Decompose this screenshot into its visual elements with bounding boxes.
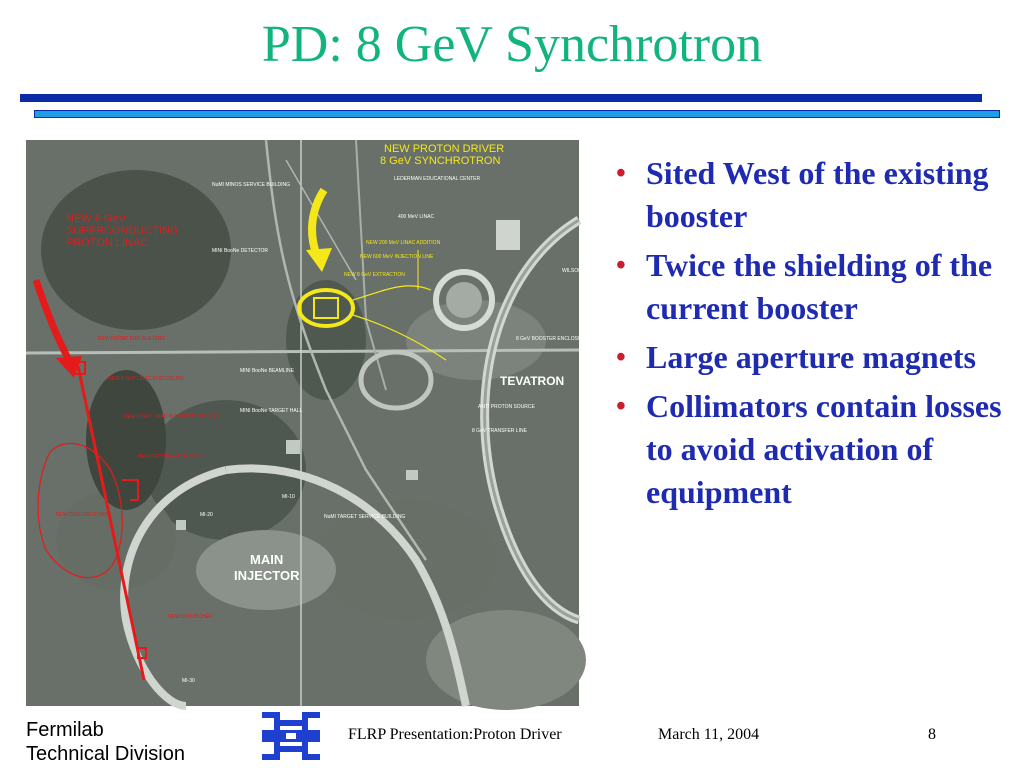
bullet-text: Large aperture magnets bbox=[646, 339, 976, 375]
bullet-list bbox=[614, 152, 1014, 520]
bullet-text: Collimators contain losses to avoid activation of equipment bbox=[646, 388, 1002, 510]
label-booster-enclosure: 8 GeV BOOSTER ENCLOSURE bbox=[516, 336, 589, 342]
label-linac400: 400 MeV LINAC bbox=[398, 214, 435, 220]
bullet-marker: • bbox=[616, 250, 626, 281]
callout-proton-driver-line1: NEW PROTON DRIVER bbox=[384, 143, 505, 155]
callout-linac-line2: SUPERCONDUCTING bbox=[66, 225, 179, 237]
label-antiproton: ANTI PROTON SOURCE bbox=[478, 404, 535, 410]
bullet-text: Sited West of the existing booster bbox=[646, 155, 989, 234]
label-new600: NEW 600 MeV INJECTION LINE bbox=[360, 254, 434, 260]
title-rule-thin bbox=[34, 110, 1000, 118]
label-cooling-pond: NEW COOLING POND bbox=[56, 512, 108, 518]
footer-presentation-title: FLRP Presentation:Proton Driver bbox=[348, 726, 562, 743]
callout-proton-driver-line2: 8 GeV SYNCHROTRON bbox=[380, 155, 501, 167]
footer-page-number: 8 bbox=[928, 726, 936, 743]
label-debuncher: NEW DEBUNCHER bbox=[168, 614, 213, 620]
slide-title: PD: 8 GeV Synchrotron bbox=[261, 16, 763, 73]
label-transfer-line: 8 GeV TRANSFER LINE bbox=[472, 428, 527, 434]
callout-linac-line3: PROTON LINAC bbox=[66, 237, 149, 249]
footer-date: March 11, 2004 bbox=[658, 726, 760, 743]
bullet-marker: • bbox=[616, 391, 626, 422]
label-miniboone-target: MINI BooNe TARGET HALL bbox=[240, 408, 303, 414]
fermilab-logo-icon bbox=[262, 710, 320, 767]
bullet-text: Twice the shielding of the current booster bbox=[646, 247, 993, 326]
label-miniboone-detector: MINI BooNe DETECTOR bbox=[212, 248, 269, 254]
footer-org-line2: Technical Division bbox=[26, 743, 185, 765]
label-linac-enclosure: NEW 8 GeV LINAC ENCLOSURE bbox=[108, 376, 184, 382]
label-cryogenic: NEW CRYOGENIC FACILITY bbox=[138, 454, 205, 460]
label-lederman: LEDERMAN EDUCATIONAL CENTER bbox=[394, 176, 481, 182]
label-mi10: MI-10 bbox=[282, 494, 295, 500]
title-rule-thick bbox=[20, 94, 982, 102]
callout-main-injector-line1: MAIN bbox=[250, 552, 284, 567]
label-miniboone-beamline: MINI BooNe BEAMLINE bbox=[240, 368, 294, 374]
label-new200: NEW 200 MeV LINAC ADDITION bbox=[366, 240, 441, 246]
bullet-marker: • bbox=[616, 158, 626, 189]
callout-linac-line1: NEW 8 GeV bbox=[66, 213, 126, 225]
label-numi-minos: NuMI MINOS SERVICE BUILDING bbox=[212, 182, 290, 188]
callout-tevatron: TEVATRON bbox=[500, 374, 565, 388]
label-mi20: MI-20 bbox=[200, 512, 213, 518]
label-mi30: MI-30 bbox=[182, 678, 195, 684]
footer-org-line1: Fermilab bbox=[26, 719, 104, 741]
bullet-item bbox=[614, 244, 1014, 330]
bullet-item bbox=[614, 152, 1014, 238]
bullet-item bbox=[614, 336, 1014, 379]
label-wilson-hall: WILSON HALL bbox=[562, 268, 596, 274]
label-new8extraction: NEW 8 GeV EXTRACTION bbox=[344, 272, 405, 278]
label-new-front-end: NEW FRONT END BUILDING bbox=[98, 336, 166, 342]
label-klystron: NEW 8 GeV LINAC KLYSTRON GALLERY bbox=[124, 414, 220, 420]
label-numi-target: NuMI TARGET SERVICE BUILDING bbox=[324, 514, 406, 520]
site-map-photo bbox=[26, 140, 596, 706]
footer-organization bbox=[26, 718, 185, 766]
bullet-marker: • bbox=[616, 342, 626, 373]
bullet-item bbox=[614, 385, 1014, 514]
callout-main-injector-line2: INJECTOR bbox=[234, 568, 300, 583]
